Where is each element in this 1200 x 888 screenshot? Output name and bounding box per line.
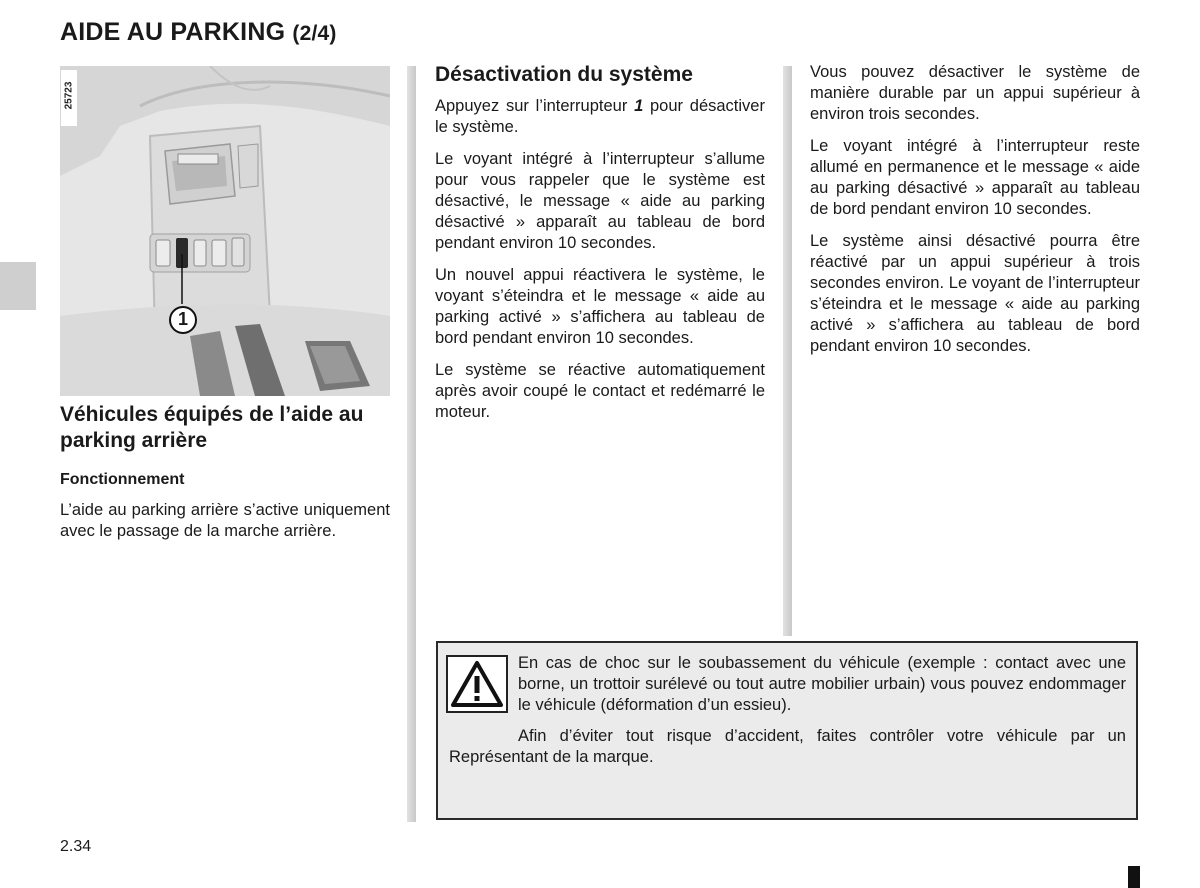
middle-paragraph-3: Un nouvel appui réactivera le système, le voyant s’éteindra et le message « aide au parking activé » s’affichera au tableau de bord pendant environ 10 secondes. [435, 266, 765, 347]
right-paragraph-3: Le système ainsi désactivé pourra être réactivé par un appui supérieur à trois secondes environ. Le voyant de l’interrupteur s’éteindra et le message « aide au parking activé » s’affichera au tableau de bord pendant environ 10 secondes. [810, 232, 1140, 355]
middle-paragraph-1-start: Appuyez sur l’interrupteur [435, 97, 635, 115]
left-heading: Véhicules équipés de l’aide au parking arrière [60, 403, 364, 452]
figure-reference [61, 70, 77, 126]
dashboard-switch-illustration [60, 66, 390, 396]
page-number: 2.34 [60, 838, 92, 855]
middle-paragraph-1 [435, 96, 765, 138]
page-edge-marker [1128, 866, 1140, 888]
warning-triangle-icon [446, 655, 508, 713]
warning-paragraph-2: Afin d’éviter tout risque d’accident, faites contrôler votre véhicule par un Représentant de la marque. [449, 727, 1126, 766]
warning-paragraph-1: En cas de choc sur le soubassement du véhicule (exemple : contact avec une borne, un trottoir surélevé ou tout autre mobilier urbain) vous pouvez endommager le véhicule (déformation d’un essieu). [518, 654, 1126, 714]
page-indicator: (2/4) [292, 22, 337, 45]
figure-reference-text: 25723 [63, 81, 75, 110]
column-rule-left [407, 66, 416, 822]
right-paragraph-1: Vous pouvez désactiver le système de manière durable par un appui supérieur à environ trois secondes. [810, 63, 1140, 123]
callout-number: 1 [177, 309, 188, 329]
right-paragraphs [810, 62, 1140, 368]
chapter-tab [0, 262, 36, 310]
page-title [60, 18, 337, 47]
page-title-text: AIDE AU PARKING [60, 18, 286, 46]
left-subheading: Fonctionnement [60, 471, 185, 488]
middle-paragraphs [435, 96, 765, 434]
switch-number: 1 [634, 97, 644, 115]
column-rule-right [783, 66, 792, 636]
middle-heading: Désactivation du système [435, 63, 693, 86]
left-paragraph-text: L’aide au parking arrière s’active uniquement avec le passage de la marche arrière. [60, 501, 390, 540]
left-paragraph [60, 500, 390, 553]
right-paragraph-2: Le voyant intégré à l’interrupteur reste allumé en permanence et le message « aide au parking désactivé » apparaît au tableau de bord pendant environ 10 secondes. [810, 137, 1140, 218]
middle-paragraph-4: Le système se réactive automatiquement après avoir coupé le contact et redémarré le moteur. [435, 361, 765, 421]
middle-paragraph-1-end: pour désactiver le système. [435, 97, 765, 136]
middle-paragraph-2: Le voyant intégré à l’interrupteur s’allume pour vous rappeler que le système est désactivé, le message « aide au parking désactivé » apparaît au tableau de bord pendant environ 10 secondes. [435, 150, 765, 252]
